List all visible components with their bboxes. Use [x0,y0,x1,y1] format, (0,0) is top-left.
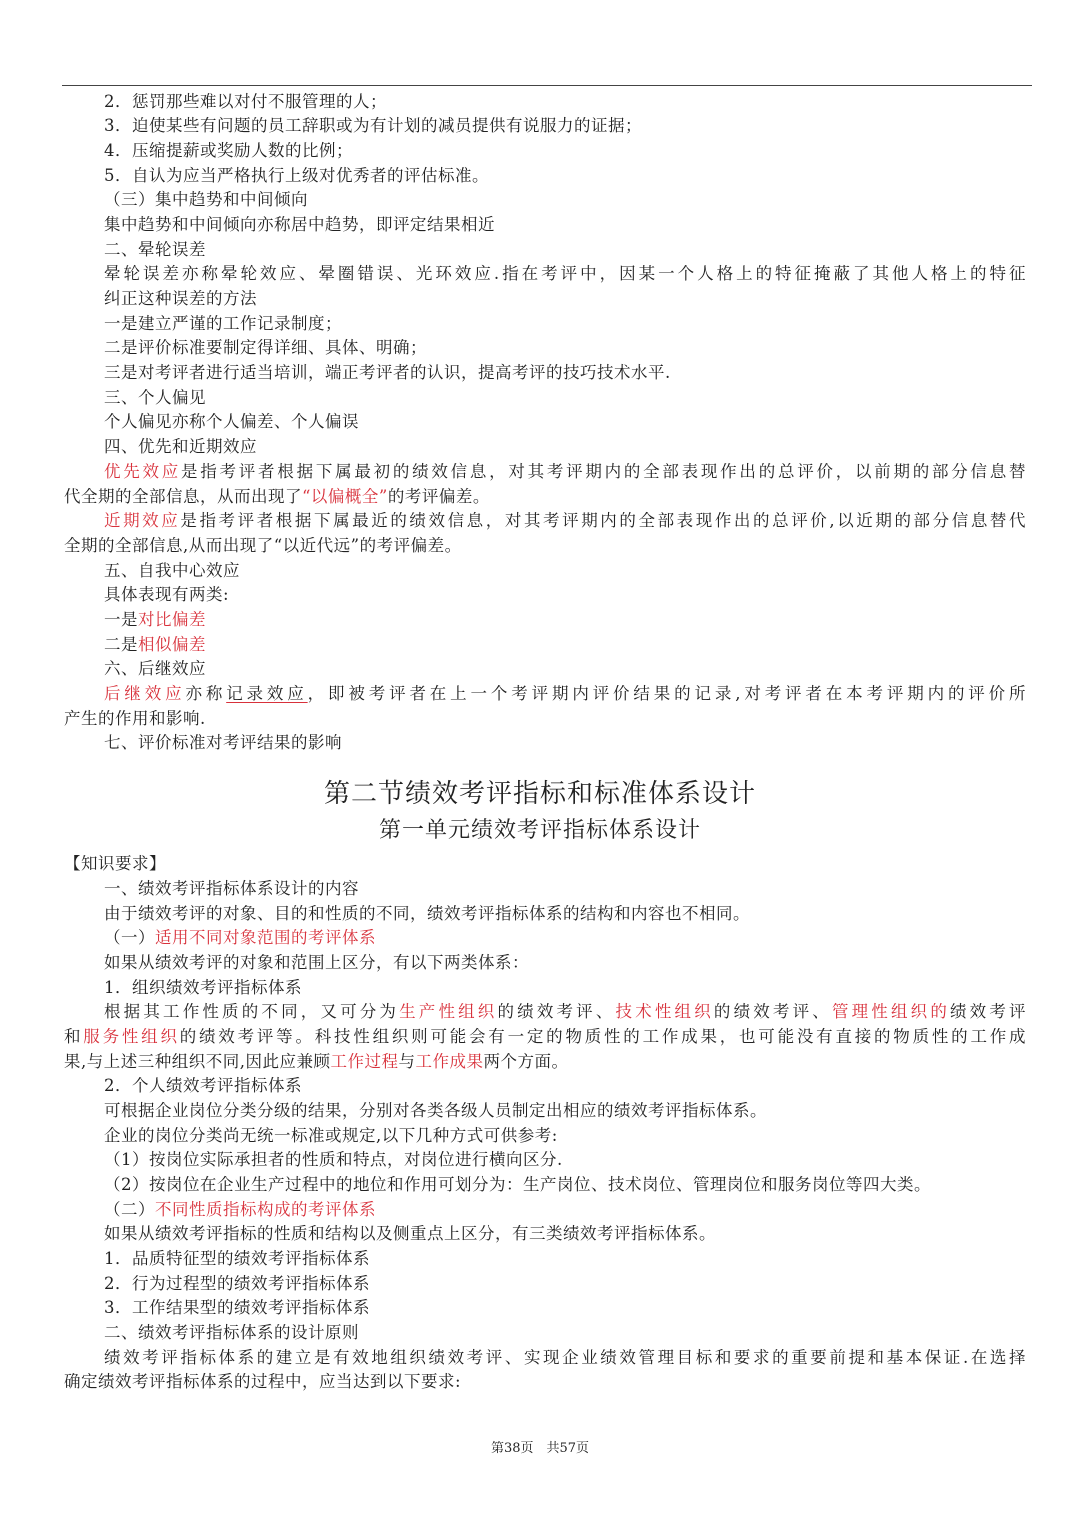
text-span: 根据其工作性质的不同，又可分为 [104,1002,400,1021]
text-span: 代全期的全部信息，从而出现了 [64,487,302,506]
text-span: （一） [104,928,155,947]
text-span: 的绩效考评、 [713,1002,832,1021]
subheading: （三）集中趋势和中间倾向 [104,190,308,209]
text-line: 二是评价标准要制定得详细、具体、明确； [104,338,427,357]
text-span: 是指考评者根据下属最近的绩效信息，对其考评期内的全部表现作出的总评价,以近期的部分信息替代 [180,511,1027,530]
text-line: 如果从绩效考评的对象和范围上区分，有以下两类体系： [104,953,529,972]
text-line: 可根据企业岗位分类分级的结果，分别对各类各级人员制定出相应的绩效考评指标体系。 [104,1101,767,1120]
text-span: 亦称 [185,684,227,703]
text-line [64,1051,569,1073]
text-line: 3．工作结果型的绩效考评指标体系 [104,1298,370,1317]
underlined-term: 记录效应 [226,684,308,703]
text-line: 具体表现有两类: [104,585,230,604]
text-line: 全期的全部信息,从而出现了“以近代远”的考评偏差。 [64,536,462,555]
header-rule [62,85,1032,86]
text-line: 企业的岗位分类尚无统一标准或规定,以下几种方式可供参考: [104,1126,558,1145]
highlight-term: 优先效应 [104,462,182,481]
text-line: （2）按岗位在企业生产过程中的地位和作用可划分为：生产岗位、技术岗位、管理岗位和服务岗位等四大类。 [104,1175,931,1194]
text-line: 晕轮误差亦称晕轮效应、晕圈错误、光环效应.指在考评中，因某一个人格上的特征掩蔽了其他人格上的特征 [104,264,1026,283]
highlight-term: 不同性质指标构成的考评体系 [155,1200,376,1219]
text-line [104,461,1026,483]
highlight-term: 管理性组织的 [831,1002,950,1021]
text-span: 二是 [104,635,138,654]
highlight-term: 对比偏差 [138,610,206,629]
section-heading: 四、优先和近期效应 [104,437,257,456]
text-line [104,510,1026,532]
highlight-term: 相似偏差 [138,635,206,654]
text-line: 一是建立严谨的工作记录制度； [104,314,342,333]
text-line: 确定绩效考评指标体系的过程中，应当达到以下要求: [64,1372,462,1391]
subheading [104,1199,376,1221]
section-heading: 二、晕轮误差 [104,240,206,259]
section-heading: 六、后继效应 [104,659,206,678]
text-line: 三是对考评者进行适当培训，端正考评者的认识，提高考评的技巧技术水平. [104,363,671,382]
text-line: 2．行为过程型的绩效考评指标体系 [104,1274,370,1293]
highlight-term: 后继效应 [104,684,186,703]
text-line [104,609,206,631]
highlight-term: 适用不同对象范围的考评体系 [155,928,376,947]
section-title: 第二节绩效考评指标和标准体系设计 [323,779,756,809]
knowledge-label: 【知识要求】 [64,854,166,873]
highlight-term: “以偏概全” [302,487,388,506]
section-heading: 一、绩效考评指标体系设计的内容 [104,879,359,898]
text-span: 两个方面。 [483,1052,569,1071]
text-line: 纠正这种误差的方法 [104,289,257,308]
text-span: 一是 [104,610,138,629]
highlight-term: 生产性组织 [399,1002,498,1021]
text-span: 的绩效考评等。科技性组织则可能会有一定的物质性的工作成果，也可能没有直接的物质性的工作成 [179,1027,1027,1046]
text-span: 和 [64,1027,84,1046]
text-line [64,486,490,508]
text-line: 集中趋势和中间倾向亦称居中趋势，即评定结果相近 [104,215,495,234]
text-span: 与 [398,1052,416,1071]
text-line [64,1026,1026,1048]
text-span: 的考评偏差。 [387,487,490,506]
subheading: 1．组织绩效考评指标体系 [104,978,302,997]
text-line [104,683,1026,705]
text-span: （二） [104,1200,155,1219]
text-line: 绩效考评指标体系的建立是有效地组织绩效考评、实现企业绩效管理目标和要求的重要前提和基本保证.在选择 [104,1348,1026,1367]
text-line: 5．自认为应当严格执行上级对优秀者的评估标准。 [104,166,489,185]
text-line: 由于绩效考评的对象、目的和性质的不同，绩效考评指标体系的结构和内容也不相同。 [104,904,750,923]
highlight-term: 工作过程 [330,1052,399,1071]
subheading [104,927,376,949]
text-span: 果,与上述三种组织不同,因此应兼顾 [64,1052,331,1071]
highlight-term: 服务性组织 [83,1027,180,1046]
text-line: 1．品质特征型的绩效考评指标体系 [104,1249,370,1268]
section-heading: 五、自我中心效应 [104,561,240,580]
text-line: 产生的作用和影响. [64,709,206,728]
unit-title: 第一单元绩效考评指标体系设计 [378,818,701,843]
highlight-term: 技术性组织 [615,1002,714,1021]
text-span: ，即被考评者在上一个考评期内评价结果的记录,对考评者在本考评期内的评价所 [307,684,1027,703]
text-line: 个人偏见亦称个人偏差、个人偏误 [104,412,359,431]
text-line [104,634,206,656]
text-span: 的绩效考评、 [497,1002,616,1021]
text-line: 3．迫使某些有问题的员工辞职或为有计划的减员提供有说服力的证据； [104,116,642,135]
text-line: 如果从绩效考评指标的性质和结构以及侧重点上区分，有三类绩效考评指标体系。 [104,1224,716,1243]
text-line [104,1001,1026,1023]
text-line: 2．惩罚那些难以对付不服管理的人； [104,92,387,111]
subheading: 2．个人绩效考评指标体系 [104,1076,302,1095]
section-heading: 七、评价标准对考评结果的影响 [104,733,342,752]
text-span: 是指考评者根据下属最初的绩效信息，对其考评期内的全部表现作出的总评价，以前期的部分信息替 [181,462,1027,481]
page-number: 第38页 共57页 [490,1441,590,1456]
section-heading: 二、绩效考评指标体系的设计原则 [104,1323,359,1342]
text-span: 绩效考评 [950,1002,1027,1021]
section-heading: 三、个人偏见 [104,388,206,407]
highlight-term: 近期效应 [104,511,181,530]
highlight-term: 工作成果 [415,1052,484,1071]
text-line: （1）按岗位实际承担者的性质和特点，对岗位进行横向区分. [104,1150,563,1169]
text-line: 4．压缩提薪或奖励人数的比例； [104,141,353,160]
